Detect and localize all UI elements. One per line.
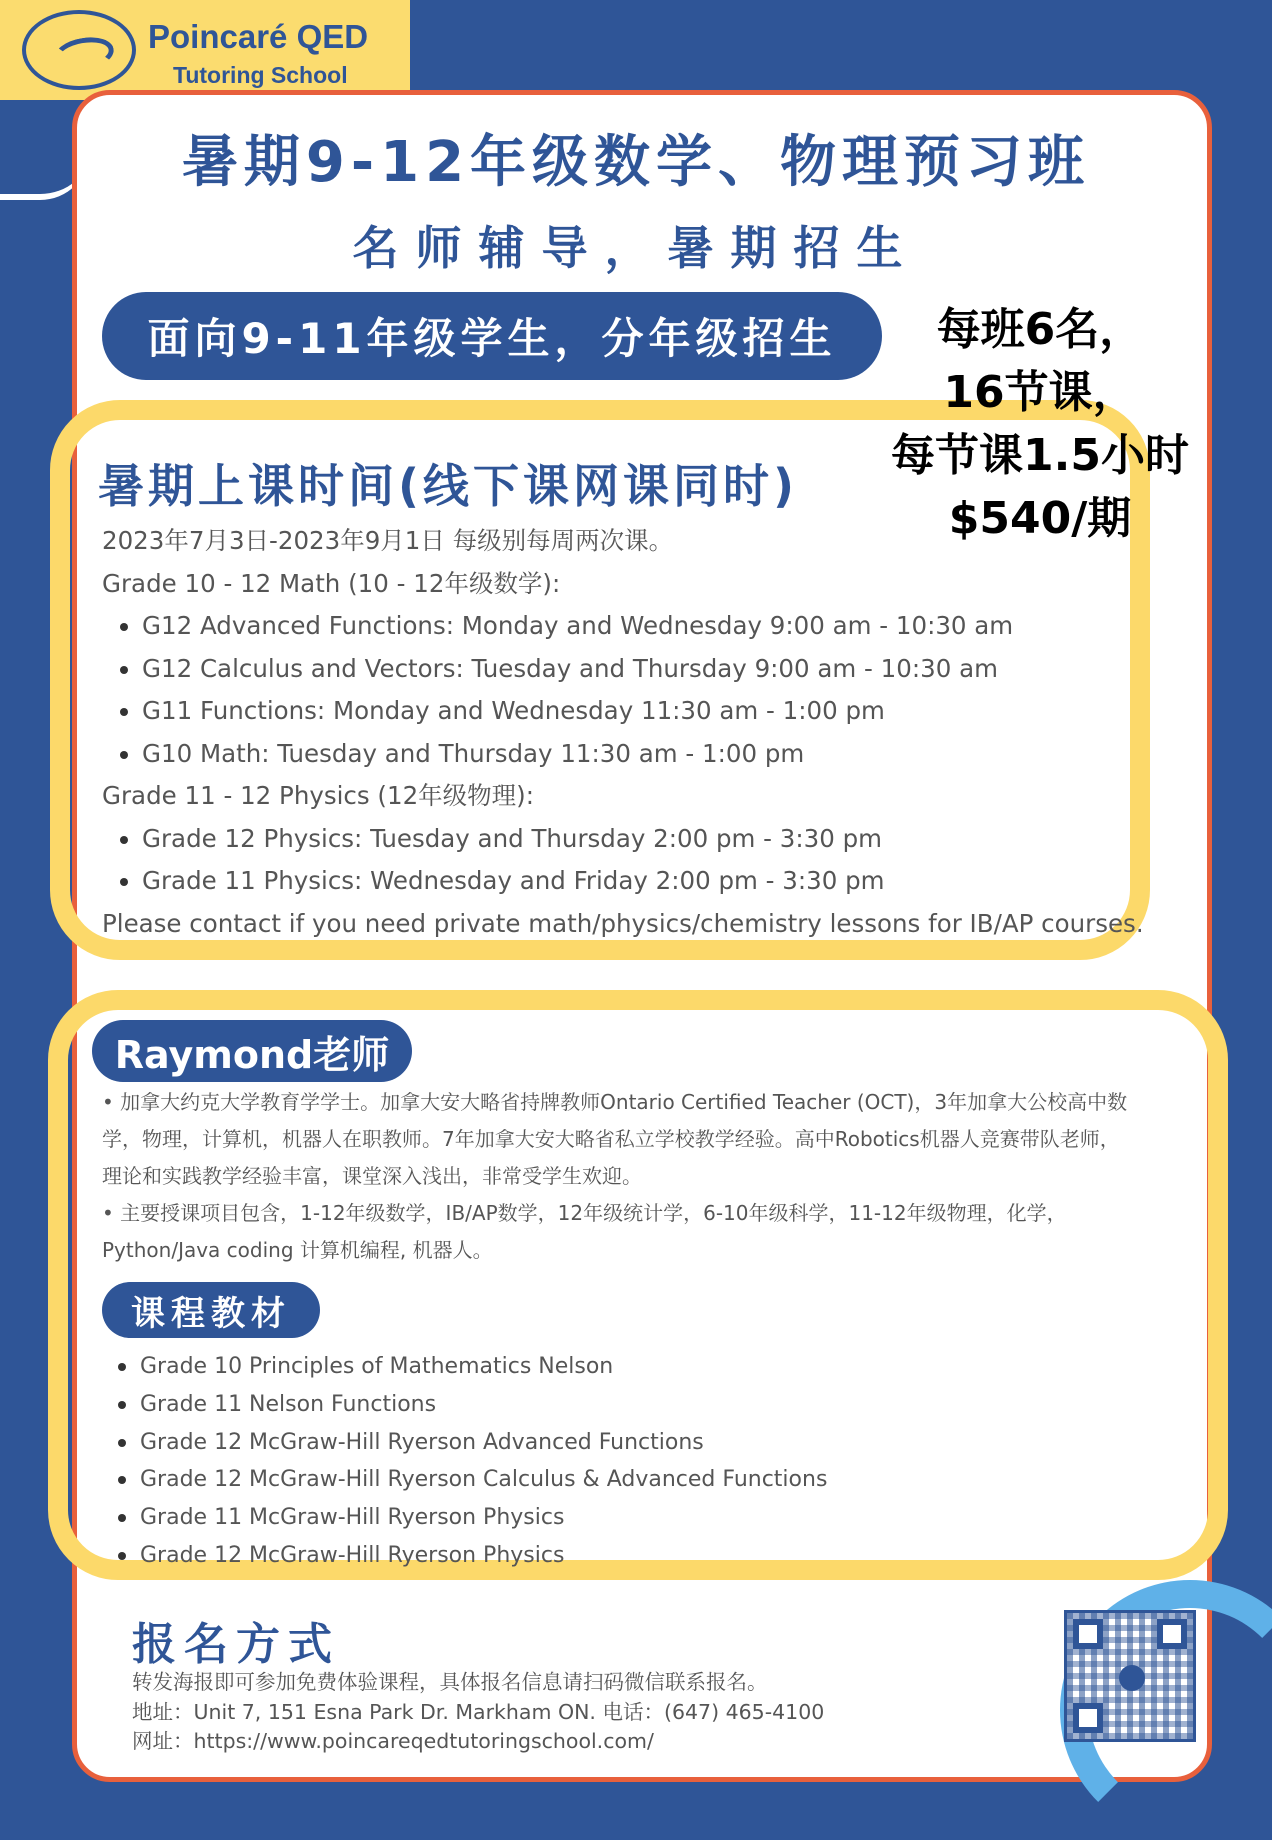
list-item: Grade 12 McGraw-Hill Ryerson Physics bbox=[100, 1537, 827, 1575]
list-item: Grade 12 Physics: Tuesday and Thursday 2:00 pm - 3:30 pm bbox=[102, 818, 1144, 861]
qr-finder-icon bbox=[1073, 1703, 1103, 1733]
list-item: Grade 12 McGraw-Hill Ryerson Advanced Functions bbox=[100, 1424, 827, 1462]
materials-badge: 课程教材 bbox=[102, 1282, 320, 1338]
logo-area bbox=[0, 0, 410, 100]
teacher-badge: Raymond老师 bbox=[92, 1020, 412, 1082]
bio-line: 理论和实践教学经验丰富，课堂深入浅出，非常受学生欢迎。 bbox=[102, 1164, 642, 1188]
price-text: $540/期 bbox=[948, 493, 1132, 544]
page-subtitle: 名师辅导，暑期招生 bbox=[352, 221, 920, 275]
private-lessons-note: Please contact if you need private math/physics/chemistry lessons for IB/AP courses. bbox=[102, 908, 1144, 938]
schedule-list bbox=[102, 520, 1144, 945]
pricing-block bbox=[860, 298, 1220, 550]
enroll-instructions: 转发海报即可参加免费体验课程，具体报名信息请扫码微信联系报名。 bbox=[132, 1670, 768, 1694]
page-title: 暑期9-12年级数学、物理预习班 bbox=[181, 130, 1091, 195]
website-link[interactable]: 网址：https://www.poincareqedtutoringschool.com/ bbox=[132, 1729, 654, 1753]
bio-line: Python/Java coding 计算机编程, 机器人。 bbox=[102, 1238, 493, 1262]
audience-badge: 面向9-11年级学生，分年级招生 bbox=[102, 292, 882, 380]
math-header: Grade 10 - 12 Math (10 - 12年级数学): bbox=[102, 568, 561, 598]
wechat-icon bbox=[1119, 1665, 1145, 1691]
schedule-title: 暑期上课时间(线下课网课同时) bbox=[98, 459, 799, 513]
schedule-dates: 2023年7月3日-2023年9月1日 每级别每周两次课。 bbox=[102, 526, 674, 555]
list-item: Grade 11 Nelson Functions bbox=[100, 1386, 827, 1424]
bio-line: 学，物理，计算机，机器人在职教师。7年加拿大安大略省私立学校教学经验。高中Robotics机器人竞赛带队老师， bbox=[102, 1127, 1120, 1151]
list-item: Grade 12 McGraw-Hill Ryerson Calculus & Advanced Functions bbox=[100, 1461, 827, 1499]
list-item: G12 Advanced Functions: Monday and Wednesday 9:00 am - 10:30 am bbox=[102, 605, 1144, 648]
qr-finder-icon bbox=[1073, 1619, 1103, 1649]
list-item: Grade 10 Principles of Mathematics Nelson bbox=[100, 1348, 827, 1386]
list-item: G12 Calculus and Vectors: Tuesday and Thursday 9:00 am - 10:30 am bbox=[102, 648, 1144, 691]
list-item: Grade 11 Physics: Wednesday and Friday 2:00 pm - 3:30 pm bbox=[102, 860, 1144, 903]
logo-subtitle: Tutoring School bbox=[173, 62, 348, 88]
lesson-length-text: 每节课1.5小时 bbox=[891, 430, 1189, 481]
class-size-text: 每班6名， bbox=[936, 304, 1144, 355]
teacher-bio bbox=[102, 1084, 1172, 1269]
enroll-title: 报名方式 bbox=[132, 1619, 340, 1670]
qr-finder-icon bbox=[1157, 1619, 1187, 1649]
enroll-info bbox=[132, 1668, 824, 1757]
list-item: Grade 11 McGraw-Hill Ryerson Physics bbox=[100, 1499, 827, 1537]
logo-name: Poincaré QED bbox=[148, 18, 369, 55]
bio-line: • 主要授课项目包含，1-12年级数学，IB/AP数学，12年级统计学，6-10年级科学，11-12年级物理，化学， bbox=[102, 1201, 1067, 1225]
materials-list bbox=[100, 1348, 827, 1575]
bio-line: • 加拿大约克大学教育学学士。加拿大安大略省持牌教师Ontario Certified Teacher (OCT)，3年加拿大公校高中数 bbox=[102, 1090, 1128, 1114]
logo-emblem-icon bbox=[22, 10, 136, 90]
physics-header: Grade 11 - 12 Physics (12年级物理): bbox=[102, 781, 534, 810]
wechat-qr-code[interactable] bbox=[1064, 1610, 1196, 1742]
list-item: G10 Math: Tuesday and Thursday 11:30 am - 1:00 pm bbox=[102, 733, 1144, 776]
lesson-count-text: 16节课， bbox=[943, 367, 1137, 418]
contact-address: 地址：Unit 7, 151 Esna Park Dr. Markham ON. 电话：(647) 465-4100 bbox=[132, 1699, 825, 1724]
list-item: G11 Functions: Monday and Wednesday 11:30 am - 1:00 pm bbox=[102, 690, 1144, 733]
